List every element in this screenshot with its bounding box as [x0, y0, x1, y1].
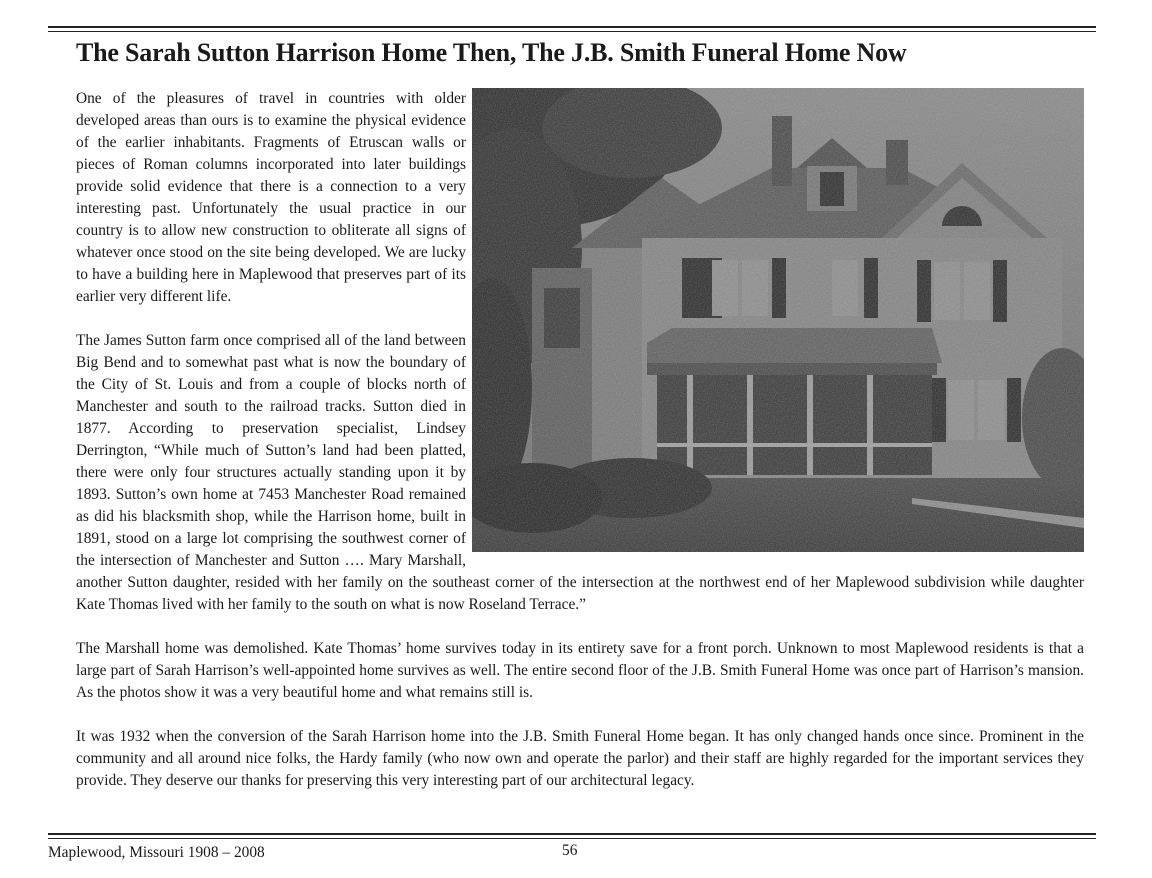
- historic-house-photo: [472, 88, 1084, 552]
- page-number: 56: [562, 842, 578, 859]
- article-body: [76, 88, 1084, 814]
- top-rule: [48, 26, 1096, 32]
- footer-publication: Maplewood, Missouri 1908 – 2008: [48, 844, 265, 861]
- paragraph-2: The James Sutton farm once comprised all of the land between Big Bend and to somewhat past what is now the boundary of the City of St. Louis and from a couple of blocks north of Manchester and south to the railroad tracks. Sutton died in 1877. According to preservation specialist, Lindsey Derrington, “While much of Sutton’s land had been platted, there were only four structures actually standing upon it by 1893. Sutton’s own home at 7453 Manchester Road remained as did his blacksmith shop, while the Harrison home, built in 1891, stood on a large lot comprising the southwest corner of the intersection of Manchester and Sutton …. Mary Marshall, another Sutton daughter, resided with her family on the southeast corner of the intersection at the northwest end of her Maplewood subdivision while daughter Kate Thomas lived with her family to the south on what is now Roseland Terrace.”: [76, 332, 1084, 613]
- paragraph-4: It was 1932 when the conversion of the Sarah Harrison home into the J.B. Smith Funeral Home began. It has only changed hands once since. Prominent in the community and all around nice folks, the Hardy family (who now own and operate the parlor) and their staff are highly regarded for the important services they provide. They deserve our thanks for preserving this very interesting part of our architectural legacy.: [76, 728, 1084, 789]
- paragraph-1: One of the pleasures of travel in countries with older developed areas than ours is to examine the physical evidence of the earlier inhabitants. Fragments of Etruscan walls or pieces of Roman columns incorporated into later buildings provide solid evidence that there is a connection to a very interesting past. Unfortunately the usual practice in our country is to allow new construction to obliterate all signs of whatever once stood on the site being developed. We are lucky to have a building here in Maplewood that preserves part of its earlier very different life.: [76, 90, 466, 305]
- paragraph-3: The Marshall home was demolished. Kate Thomas’ home survives today in its entirety save for a front porch. Unknown to most Maplewood residents is that a large part of Sarah Harrison’s well-appointed home survives as well. The entire second floor of the J.B. Smith Funeral Home was once part of Harrison’s mansion. As the photos show it was a very beautiful home and what remains still is.: [76, 640, 1084, 701]
- page-title: The Sarah Sutton Harrison Home Then, The J.B. Smith Funeral Home Now: [76, 38, 907, 67]
- bottom-rule: [48, 833, 1096, 839]
